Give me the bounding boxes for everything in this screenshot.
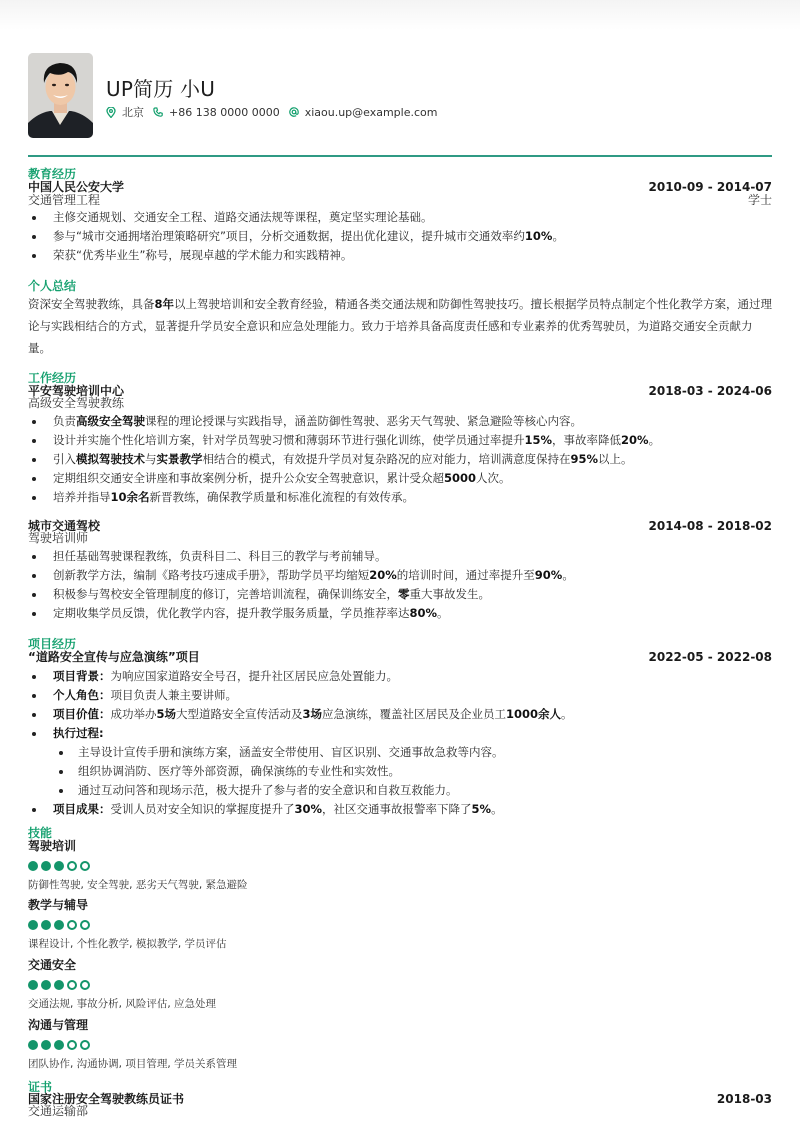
project-date: 2022-05 - 2022-08 (648, 650, 772, 664)
education-major: 交通管理工程 (28, 193, 101, 207)
filled-dot-icon (41, 920, 51, 930)
certificate-name: 国家注册安全驾驶教练员证书 (28, 1092, 185, 1106)
filled-dot-icon (54, 1040, 64, 1050)
skill-item (28, 839, 428, 891)
skill-item (28, 898, 428, 950)
job-bullets (28, 547, 772, 623)
skill-tags: 团队协作, 沟通协调, 项目管理, 学员关系管理 (28, 1058, 238, 1070)
section-title-summary: 个人总结 (28, 279, 77, 293)
empty-dot-icon (67, 861, 77, 871)
certificate-issuer: 交通运输部 (28, 1104, 89, 1118)
skill-rating (28, 1040, 428, 1050)
list-item: 个人角色：项目负责人兼主要讲师。 (28, 686, 772, 705)
list-item: 项目背景：为响应国家道路安全号召，提升社区居民应急处置能力。 (28, 667, 772, 686)
job-date: 2014-08 - 2018-02 (648, 519, 772, 533)
phone-text: +86 138 0000 0000 (169, 105, 280, 119)
filled-dot-icon (54, 980, 64, 990)
phone-icon (153, 107, 163, 117)
candidate-name: UP简历 小U (106, 77, 216, 101)
location-pin-icon (106, 107, 116, 118)
empty-dot-icon (80, 980, 90, 990)
profile-photo (28, 53, 93, 138)
list-item: 项目成果：受训人员对安全知识的掌握度提升了30%，社区交通事故报警率下降了5%。 (28, 800, 772, 819)
list-item: 主导设计宣传手册和演练方案，涵盖安全带使用、盲区识别、交通事故急救等内容。 (28, 743, 772, 762)
resume-header (28, 53, 772, 139)
skill-name: 沟通与管理 (28, 1018, 89, 1032)
section-title-certificates: 证书 (28, 1080, 53, 1094)
filled-dot-icon (54, 861, 64, 871)
filled-dot-icon (41, 980, 51, 990)
job-bullets (28, 412, 772, 507)
education-degree: 学士 (747, 193, 772, 207)
skill-item (28, 958, 428, 1010)
skill-name: 驾驶培训 (28, 839, 77, 853)
section-title-projects: 项目经历 (28, 637, 77, 651)
project-bullets (28, 667, 772, 819)
empty-dot-icon (80, 861, 90, 871)
empty-dot-icon (80, 1040, 90, 1050)
job-date: 2018-03 - 2024-06 (648, 384, 772, 398)
skill-item (28, 1018, 428, 1070)
skill-name: 交通安全 (28, 958, 77, 972)
skill-tags: 防御性驾驶, 安全驾驶, 恶劣天气驾驶, 紧急避险 (28, 879, 248, 891)
empty-dot-icon (67, 1040, 77, 1050)
filled-dot-icon (28, 920, 38, 930)
list-item: 定期收集学员反馈，优化教学内容，提升教学服务质量，学员推荐率达80%。 (28, 604, 772, 623)
list-item: 引入模拟驾驶技术与实景教学相结合的模式，有效提升学员对复杂路况的应对能力，培训满意度保持在95%以上。 (28, 450, 772, 469)
location-text: 北京 (122, 106, 144, 119)
education-bullets (28, 208, 772, 265)
at-email-icon (289, 107, 299, 117)
summary-text: 资深安全驾驶教练，具备8年以上驾驶培训和安全教育经验，精通各类交通法规和防御性驾驶技巧。擅长根据学员特点制定个性化教学方案，通过理论与实践相结合的方式，显著提升学员安全意识和应急处理能力。致力于培养具备高度责任感和专业素养的优秀驾驶员，为道路交通安全贡献力量。 (28, 297, 773, 355)
list-item: 主修交通规划、交通安全工程、道路交通法规等课程，奠定坚实理论基础。 (28, 208, 772, 227)
job-company: 城市交通驾校 (28, 519, 101, 533)
contact-phone (153, 106, 280, 119)
empty-dot-icon (67, 920, 77, 930)
list-item: 定期组织交通安全讲座和事故案例分析，提升公众安全驾驶意识，累计受众超5000人次。 (28, 469, 772, 488)
education-date: 2010-09 - 2014-07 (648, 180, 772, 194)
list-item: 培养并指导10余名新晋教练，确保教学质量和标准化流程的有效传承。 (28, 488, 772, 507)
header-divider (28, 155, 772, 157)
job-role: 驾驶培训师 (28, 531, 89, 545)
list-item: 荣获“优秀毕业生”称号，展现卓越的学术能力和实践精神。 (28, 246, 772, 265)
section-title-skills: 技能 (28, 826, 53, 840)
list-item: 组织协调消防、医疗等外部资源，确保演练的专业性和实效性。 (28, 762, 772, 781)
skill-rating (28, 920, 428, 930)
filled-dot-icon (54, 920, 64, 930)
filled-dot-icon (41, 1040, 51, 1050)
top-shadow (0, 0, 800, 30)
contact-email[interactable] (289, 106, 438, 119)
list-item: 设计并实施个性化培训方案，针对学员驾驶习惯和薄弱环节进行强化训练，使学员通过率提升15%，事故率降低20%。 (28, 431, 772, 450)
skill-rating (28, 861, 428, 871)
skill-tags: 交通法规, 事故分析, 风险评估, 应急处理 (28, 998, 217, 1010)
list-item: 通过互动问答和现场示范，极大提升了参与者的安全意识和自救互救能力。 (28, 781, 772, 800)
section-title-education: 教育经历 (28, 167, 77, 181)
filled-dot-icon (28, 1040, 38, 1050)
list-item: 执行过程: (28, 724, 772, 743)
contact-info (106, 104, 446, 120)
list-item: 负责高级安全驾驶课程的理论授课与实践指导，涵盖防御性驾驶、恶劣天气驾驶、紧急避险等核心内容。 (28, 412, 772, 431)
list-item: 参与“城市交通拥堵治理策略研究”项目，分析交通数据，提出优化建议，提升城市交通效率约10%。 (28, 227, 772, 246)
skill-rating (28, 980, 428, 990)
empty-dot-icon (67, 980, 77, 990)
email-text: xiaou.up@example.com (304, 105, 438, 119)
list-item: 创新教学方法，编制《路考技巧速成手册》，帮助学员平均缩短20%的培训时间，通过率提升至90%。 (28, 566, 772, 585)
contact-location (106, 104, 144, 120)
list-item: 积极参与驾校安全管理制度的修订，完善培训流程，确保训练安全，零重大事故发生。 (28, 585, 772, 604)
filled-dot-icon (41, 861, 51, 871)
list-item: 担任基础驾驶课程教练，负责科目二、科目三的教学与考前辅导。 (28, 547, 772, 566)
skill-name: 教学与辅导 (28, 898, 89, 912)
education-school: 中国人民公安大学 (28, 180, 125, 194)
filled-dot-icon (28, 980, 38, 990)
filled-dot-icon (28, 861, 38, 871)
section-title-work: 工作经历 (28, 371, 77, 385)
job-company: 平安驾驶培训中心 (28, 384, 125, 398)
job-role: 高级安全驾驶教练 (28, 396, 125, 410)
project-name: “道路安全宣传与应急演练”项目 (28, 650, 200, 664)
skill-tags: 课程设计, 个性化教学, 模拟教学, 学员评估 (28, 938, 227, 950)
certificate-date: 2018-03 (716, 1092, 772, 1106)
empty-dot-icon (80, 920, 90, 930)
list-item: 项目价值：成功举办5场大型道路安全宣传活动及3场应急演练，覆盖社区居民及企业员工1000余人。 (28, 705, 772, 724)
